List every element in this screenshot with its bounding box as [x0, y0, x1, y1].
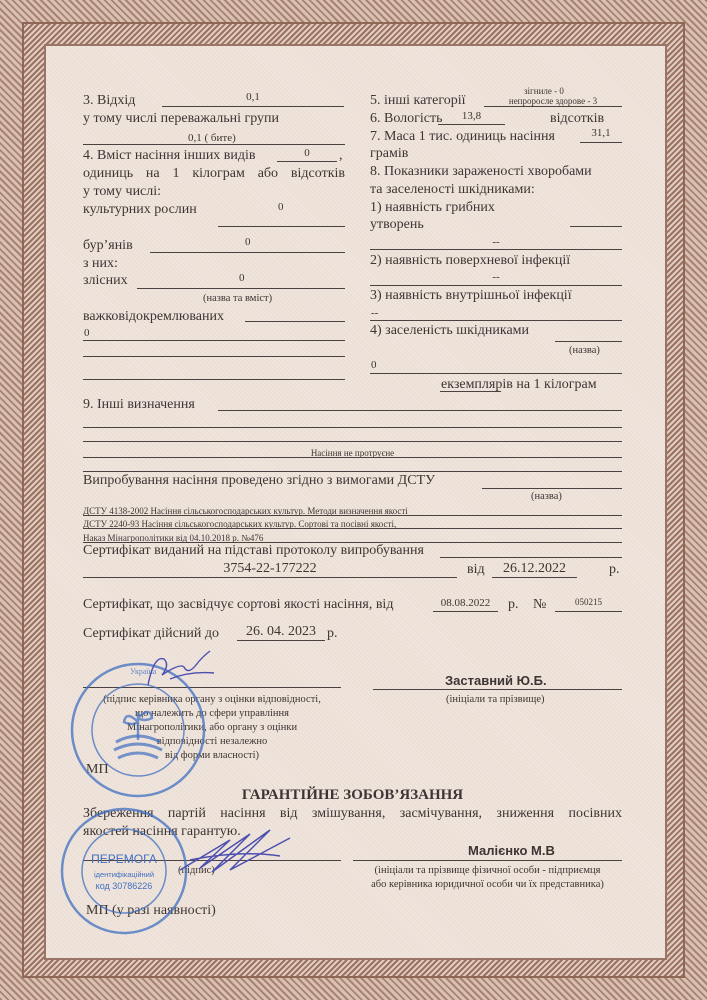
units-label: одиниць на 1 кілограм або відсотків — [83, 166, 345, 181]
guarantor-signature — [170, 820, 300, 880]
protocol-number: 3754-22-177222 — [223, 561, 317, 576]
field-line — [83, 427, 622, 428]
field-line — [373, 689, 622, 690]
surface-value: -- — [492, 271, 500, 283]
year-suffix: р. — [609, 562, 620, 577]
field-line — [580, 142, 622, 143]
from-label: від — [467, 562, 485, 577]
standard-item: Наказ Мінагрополітики від 04.10.2018 р. №476 — [83, 533, 264, 543]
rotten-value: зігниле - 0 — [524, 86, 564, 96]
predominant-value: 0,1 ( бите) — [188, 132, 236, 144]
varietal-label: Сертифікат, що засвідчує сортові якості насіння, від — [83, 597, 394, 612]
noxious-value: 0 — [239, 272, 245, 284]
hard-label: важковідокремлюваних — [83, 309, 224, 324]
field-line — [353, 860, 622, 861]
other-species-value: 0 — [304, 147, 310, 159]
protocol-date: 26.12.2022 — [503, 561, 566, 576]
field-line — [162, 106, 344, 107]
surface-label: 2) наявність поверхневої інфекції — [370, 253, 571, 268]
valid-date: 26. 04. 2023 — [246, 624, 316, 639]
field-line — [237, 640, 325, 641]
field-line — [370, 285, 622, 286]
head-name: Заставний Ю.Б. — [445, 673, 547, 688]
field-line — [83, 379, 345, 380]
field-line — [440, 557, 622, 558]
field-line — [137, 288, 345, 289]
pests-label: 4) заселеність шкідниками — [370, 323, 530, 338]
standard-item: ДСТУ 2240-93 Насіння сільськогосподарських культур. Сортові та посівні якості, — [83, 519, 397, 529]
mass-value: 31,1 — [591, 127, 611, 139]
initials-hint: (ініціали та прізвище) — [446, 694, 545, 705]
field-line — [83, 356, 345, 357]
field-line — [570, 226, 622, 227]
fungal-value: -- — [492, 236, 500, 248]
waste-value: 0,1 — [246, 91, 260, 103]
mass-label: 7. Маса 1 тис. одиниць насіння — [370, 129, 555, 144]
pests-value: 0 — [371, 359, 377, 371]
field-line — [438, 124, 505, 125]
moisture-label: 6. Вологість — [370, 111, 443, 126]
field-line — [83, 441, 622, 442]
field-line — [218, 226, 345, 227]
weeds-label: бур’янів — [83, 238, 133, 253]
head-hint: відповідності незалежно — [156, 736, 268, 747]
field-line — [150, 252, 345, 253]
head-hint: що належить до сфери управління — [135, 708, 289, 719]
other-species-label: 4. Вміст насіння інших видів — [83, 148, 256, 163]
hard-value: 0 — [84, 327, 90, 339]
varietal-date: 08.08.2022 — [440, 597, 491, 609]
guarantee-text-2: якостей насіння гарантую. — [83, 824, 241, 839]
testing-label: Випробування насіння проведено згідно з вимогами ДСТУ — [83, 473, 436, 488]
year-suffix: р. — [508, 597, 519, 612]
field-line — [370, 320, 622, 321]
field-line — [370, 373, 622, 374]
valid-label: Сертифікат дійсний до — [83, 626, 219, 641]
head-signature — [140, 645, 220, 695]
moisture-unit: відсотків — [550, 111, 605, 126]
pests-hint: (назва) — [569, 345, 600, 356]
field-line — [433, 611, 498, 612]
internal-value: -- — [371, 307, 379, 319]
standard-item: ДСТУ 4138-2002 Насіння сільськогосподарських культур. Методи визначення якості — [83, 506, 408, 516]
per-kg-label: екземплярів на 1 кілограм — [441, 377, 597, 392]
fungal-label-2: утворень — [370, 217, 424, 232]
signature-hint: (підпис) — [178, 865, 215, 876]
varietal-number: 050215 — [575, 597, 602, 607]
noxious-label: злісних — [83, 273, 128, 288]
other-label: 9. Інші визначення — [83, 397, 195, 412]
field-line — [83, 471, 622, 472]
field-line — [484, 106, 622, 107]
name-hint-2: або керівника юридичної особи чи їх представника) — [371, 879, 604, 890]
other-categories-label: 5. інші категорії — [370, 93, 466, 108]
seal-label: МП — [86, 762, 109, 777]
stamp-country: Україна — [130, 667, 157, 676]
testing-hint: (назва) — [531, 491, 562, 502]
fungal-label: 1) наявність грибних — [370, 200, 495, 215]
stamp-id-code: код 30786226 — [95, 881, 153, 891]
name-hint: (ініціали та прізвище фізичної особи - підприємця — [374, 865, 601, 876]
moisture-value: 13,8 — [461, 110, 482, 122]
head-hint: (підпис керівника органу з оцінки відповідності, — [103, 694, 321, 705]
field-line — [245, 321, 345, 322]
field-line — [555, 341, 622, 342]
field-line — [277, 161, 337, 162]
mass-unit: грамів — [370, 146, 409, 161]
waste-label: 3. Відхід — [83, 93, 136, 108]
infection-label-2: та заселеності шкідниками: — [370, 182, 535, 197]
infection-label: 8. Показники зараженості хворобами — [370, 164, 592, 179]
field-line — [492, 577, 577, 578]
cultural-value: 0 — [278, 201, 284, 213]
stamp-company: ПЕРЕМОГА — [91, 852, 157, 866]
comma: , — [339, 148, 343, 163]
number-sign: № — [533, 597, 547, 612]
year-suffix: р. — [327, 626, 338, 641]
guarantee-title: ГАРАНТІЙНЕ ЗОБОВ’ЯЗАННЯ — [241, 787, 464, 803]
name-content-hint: (назва та вміст) — [203, 293, 273, 304]
field-line — [555, 611, 622, 612]
field-line — [83, 577, 457, 578]
field-line — [83, 340, 345, 341]
field-line — [83, 528, 622, 529]
predominant-label: у тому числі переважальні групи — [83, 111, 280, 126]
stamp-id-label: ідентифікаційний — [93, 870, 155, 879]
cultural-label: культурних рослин — [83, 202, 197, 217]
internal-label: 3) наявність внутрішньої інфекції — [370, 288, 572, 303]
field-line — [218, 410, 622, 411]
guarantee-text: Збереження партій насіння від змішування, засмічування, зниження посівних — [83, 806, 622, 821]
field-line — [83, 457, 622, 458]
head-hint: від форми власності) — [164, 750, 260, 761]
other-value: Насіння не протруєне — [310, 448, 395, 458]
basis-label: Сертифікат виданий на підставі протоколу випробування — [83, 543, 424, 558]
field-line — [370, 249, 622, 250]
other-categories-value: непроросле здорове - 3 — [508, 96, 598, 106]
guarantor-name: Малієнко М.В — [468, 843, 555, 858]
seal-label-2: МП (у разі наявності) — [86, 903, 216, 918]
head-hint: Мінагрополітики, або органу з оцінки — [126, 722, 298, 733]
including-label: у тому числі: — [83, 184, 162, 199]
weeds-value: 0 — [245, 236, 251, 248]
of-them-label: з них: — [83, 256, 118, 271]
